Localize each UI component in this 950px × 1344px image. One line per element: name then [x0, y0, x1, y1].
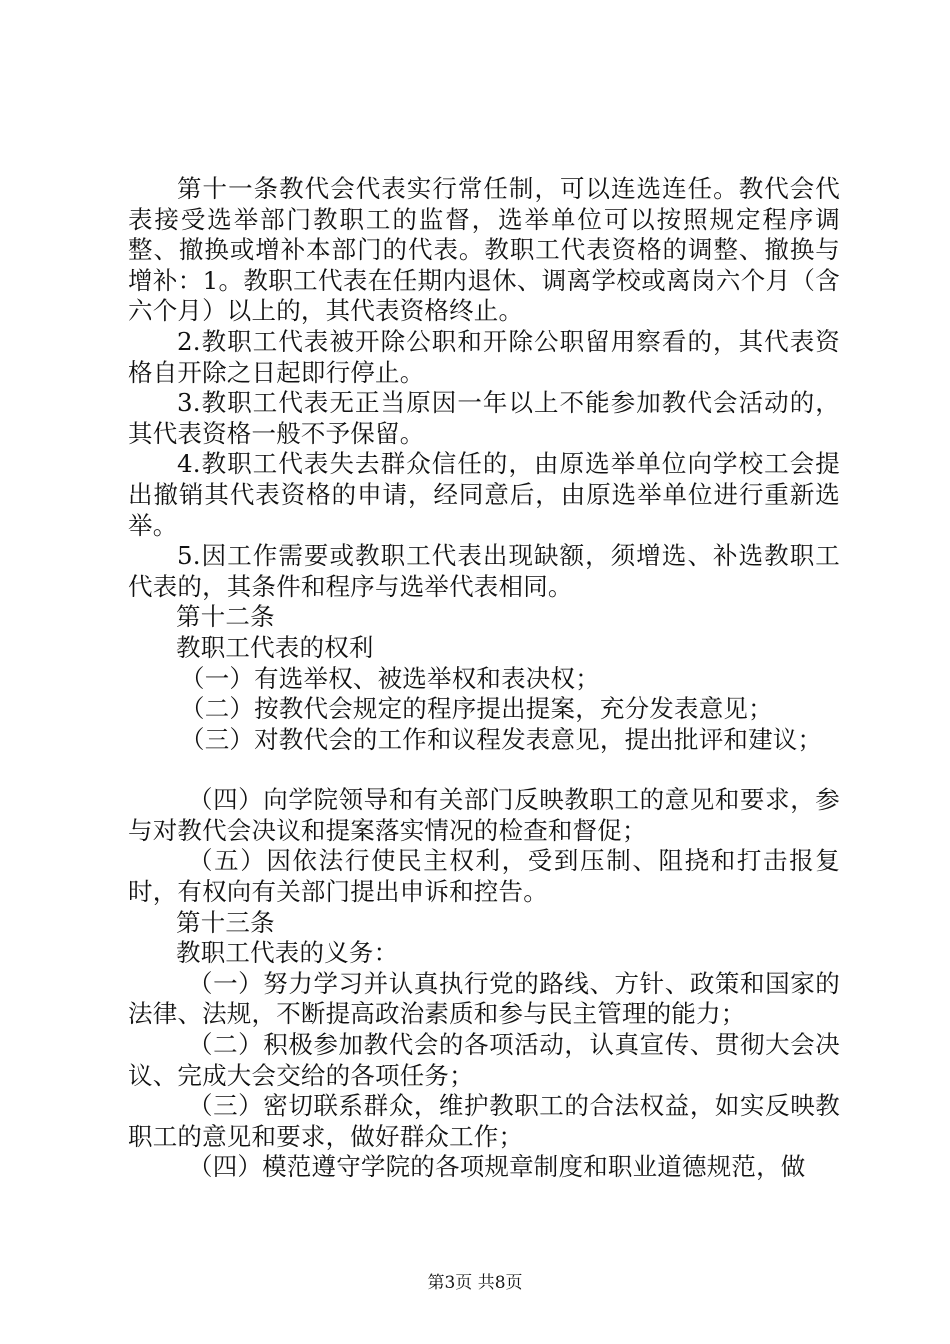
- paragraph-item-3: 3.教职工代表无正当原因一年以上不能参加教代会活动的，其代表资格一般不予保留。: [128, 388, 840, 448]
- paragraph-item-4: 4.教职工代表失去群众信任的，由原选举单位向学校工会提出撤销其代表资格的申请，经同意后，由原选举单位进行重新选举。: [128, 449, 840, 540]
- rights-item-4: （四）向学院领导和有关部门反映教职工的意见和要求，参与对教代会决议和提案落实情况的检查和督促；: [128, 785, 840, 845]
- paragraph-article-11: 第十一条教代会代表实行常任制，可以连选连任。教代会代表接受选举部门教职工的监督，选举单位可以按照规定程序调整、撤换或增补本部门的代表。教职工代表资格的调整、撤换与增补：1。教职工代表在任期内退休、调离学校或离岗六个月（含六个月）以上的，其代表资格终止。: [128, 174, 840, 326]
- paragraph-item-2: 2.教职工代表被开除公职和开除公职留用察看的，其代表资格自开除之日起即行停止。: [128, 326, 840, 387]
- page-footer: 第3页 共8页: [427, 1273, 523, 1293]
- rights-item-1: （一）有选举权、被选举权和表决权；: [180, 663, 600, 693]
- duties-item-3: （三）密切联系群众，维护教职工的合法权益，如实反映教职工的意见和要求，做好群众工作；: [128, 1091, 840, 1151]
- article-13-heading: 第十三条: [176, 907, 275, 937]
- blank-line: [128, 755, 840, 785]
- duties-item-2: （二）积极参加教代会的各项活动，认真宣传、贯彻大会决议、完成大会交给的各项任务；: [128, 1030, 840, 1090]
- article-12-heading: 第十二条: [176, 602, 275, 632]
- rights-item-2: （二）按教代会规定的程序提出提案，充分发表意见；: [180, 694, 773, 724]
- duties-item-4: （四）模范遵守学院的各项规章制度和职业道德规范，做: [188, 1152, 806, 1182]
- rights-item-5: （五）因依法行使民主权利，受到压制、阻挠和打击报复时，有权向有关部门提出申诉和控告。: [128, 846, 840, 907]
- rights-item-3: （三）对教代会的工作和议程发表意见，提出批评和建议；: [180, 724, 823, 754]
- duties-heading: 教职工代表的义务：: [176, 938, 399, 968]
- document-body: [128, 174, 840, 1183]
- paragraph-item-5: 5.因工作需要或教职工代表出现缺额，须增选、补选教职工代表的，其条件和程序与选举代表相同。: [128, 541, 840, 601]
- duties-item-1: （一）努力学习并认真执行党的路线、方针、政策和国家的法律、法规，不断提高政治素质和参与民主管理的能力；: [128, 968, 840, 1029]
- rights-heading: 教职工代表的权利: [176, 632, 374, 662]
